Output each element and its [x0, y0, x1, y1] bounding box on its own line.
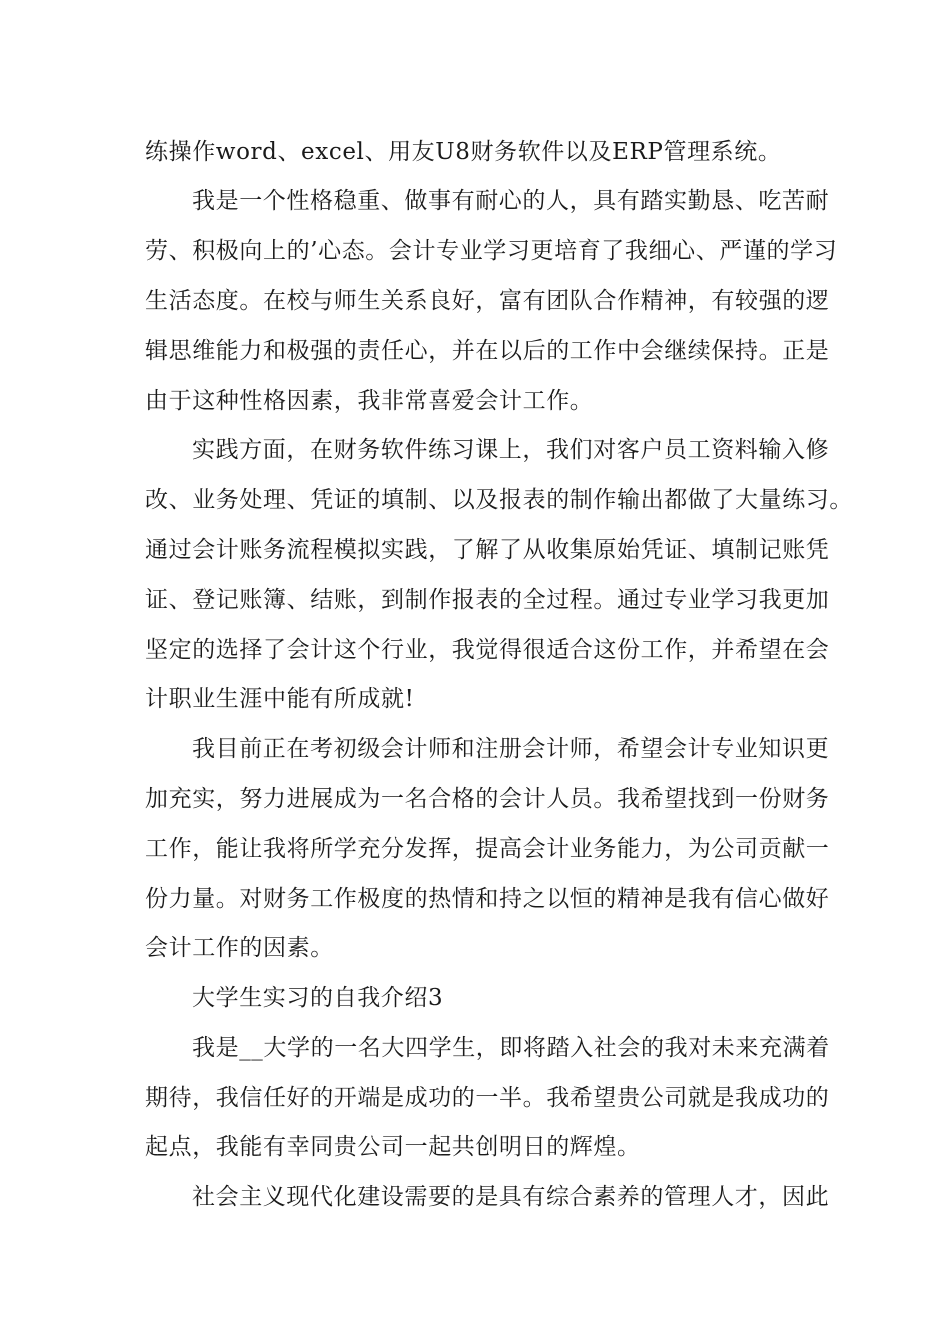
- paragraph-start: 社会主义现代化建设需要的是具有综合素养的管理人才，因此: [192, 1184, 830, 1210]
- text-line: 辑思维能力和极强的责任心，并在以后的工作中会继续保持。正是: [145, 338, 830, 364]
- text-line: 加充实，努力进展成为一名合格的会计人员。我希望找到一份财务: [145, 786, 830, 812]
- text-line: 通过会计账务流程模拟实践，了解了从收集原始凭证、填制记账凭: [145, 537, 830, 563]
- paragraph-start: 我目前正在考初级会计师和注册会计师，希望会计专业知识更: [192, 736, 830, 762]
- text-line: 由于这种性格因素，我非常喜爱会计工作。: [145, 388, 594, 414]
- paragraph-start: 我是一个性格稳重、做事有耐心的人，具有踏实勤恳、吃苦耐: [192, 188, 830, 214]
- text-line: 生活态度。在校与师生关系良好，富有团队合作精神，有较强的逻: [145, 288, 830, 314]
- text-line: 练操作word、excel、用友U8财务软件以及ERP管理系统。: [145, 139, 782, 165]
- text-line: 坚定的选择了会计这个行业，我觉得很适合这份工作，并希望在会: [145, 637, 830, 663]
- paragraph-start: 我是__大学的一名大四学生，即将踏入社会的我对未来充满着: [192, 1035, 830, 1061]
- text-line: 份力量。对财务工作极度的热情和持之以恒的精神是我有信心做好: [145, 886, 830, 912]
- text-line: 计职业生涯中能有所成就!: [145, 686, 415, 712]
- text-line: 会计工作的因素。: [145, 935, 334, 961]
- text-line: 改、业务处理、凭证的填制、以及报表的制作输出都做了大量练习。: [145, 487, 853, 513]
- text-line: 起点，我能有幸同贵公司一起共创明日的辉煌。: [145, 1134, 641, 1160]
- text-line: 期待，我信任好的开端是成功的一半。我希望贵公司就是我成功的: [145, 1085, 830, 1111]
- text-line: 劳、积极向上的’心态。会计专业学习更培育了我细心、严谨的学习: [145, 238, 838, 264]
- text-line: 工作，能让我将所学充分发挥，提高会计业务能力，为公司贡献一: [145, 836, 830, 862]
- text-line: 证、登记账簿、结账，到制作报表的全过程。通过专业学习我更加: [145, 587, 830, 613]
- paragraph-start: 实践方面，在财务软件练习课上，我们对客户员工资料输入修: [192, 437, 830, 463]
- section-heading: 大学生实习的自我介绍3: [192, 985, 444, 1011]
